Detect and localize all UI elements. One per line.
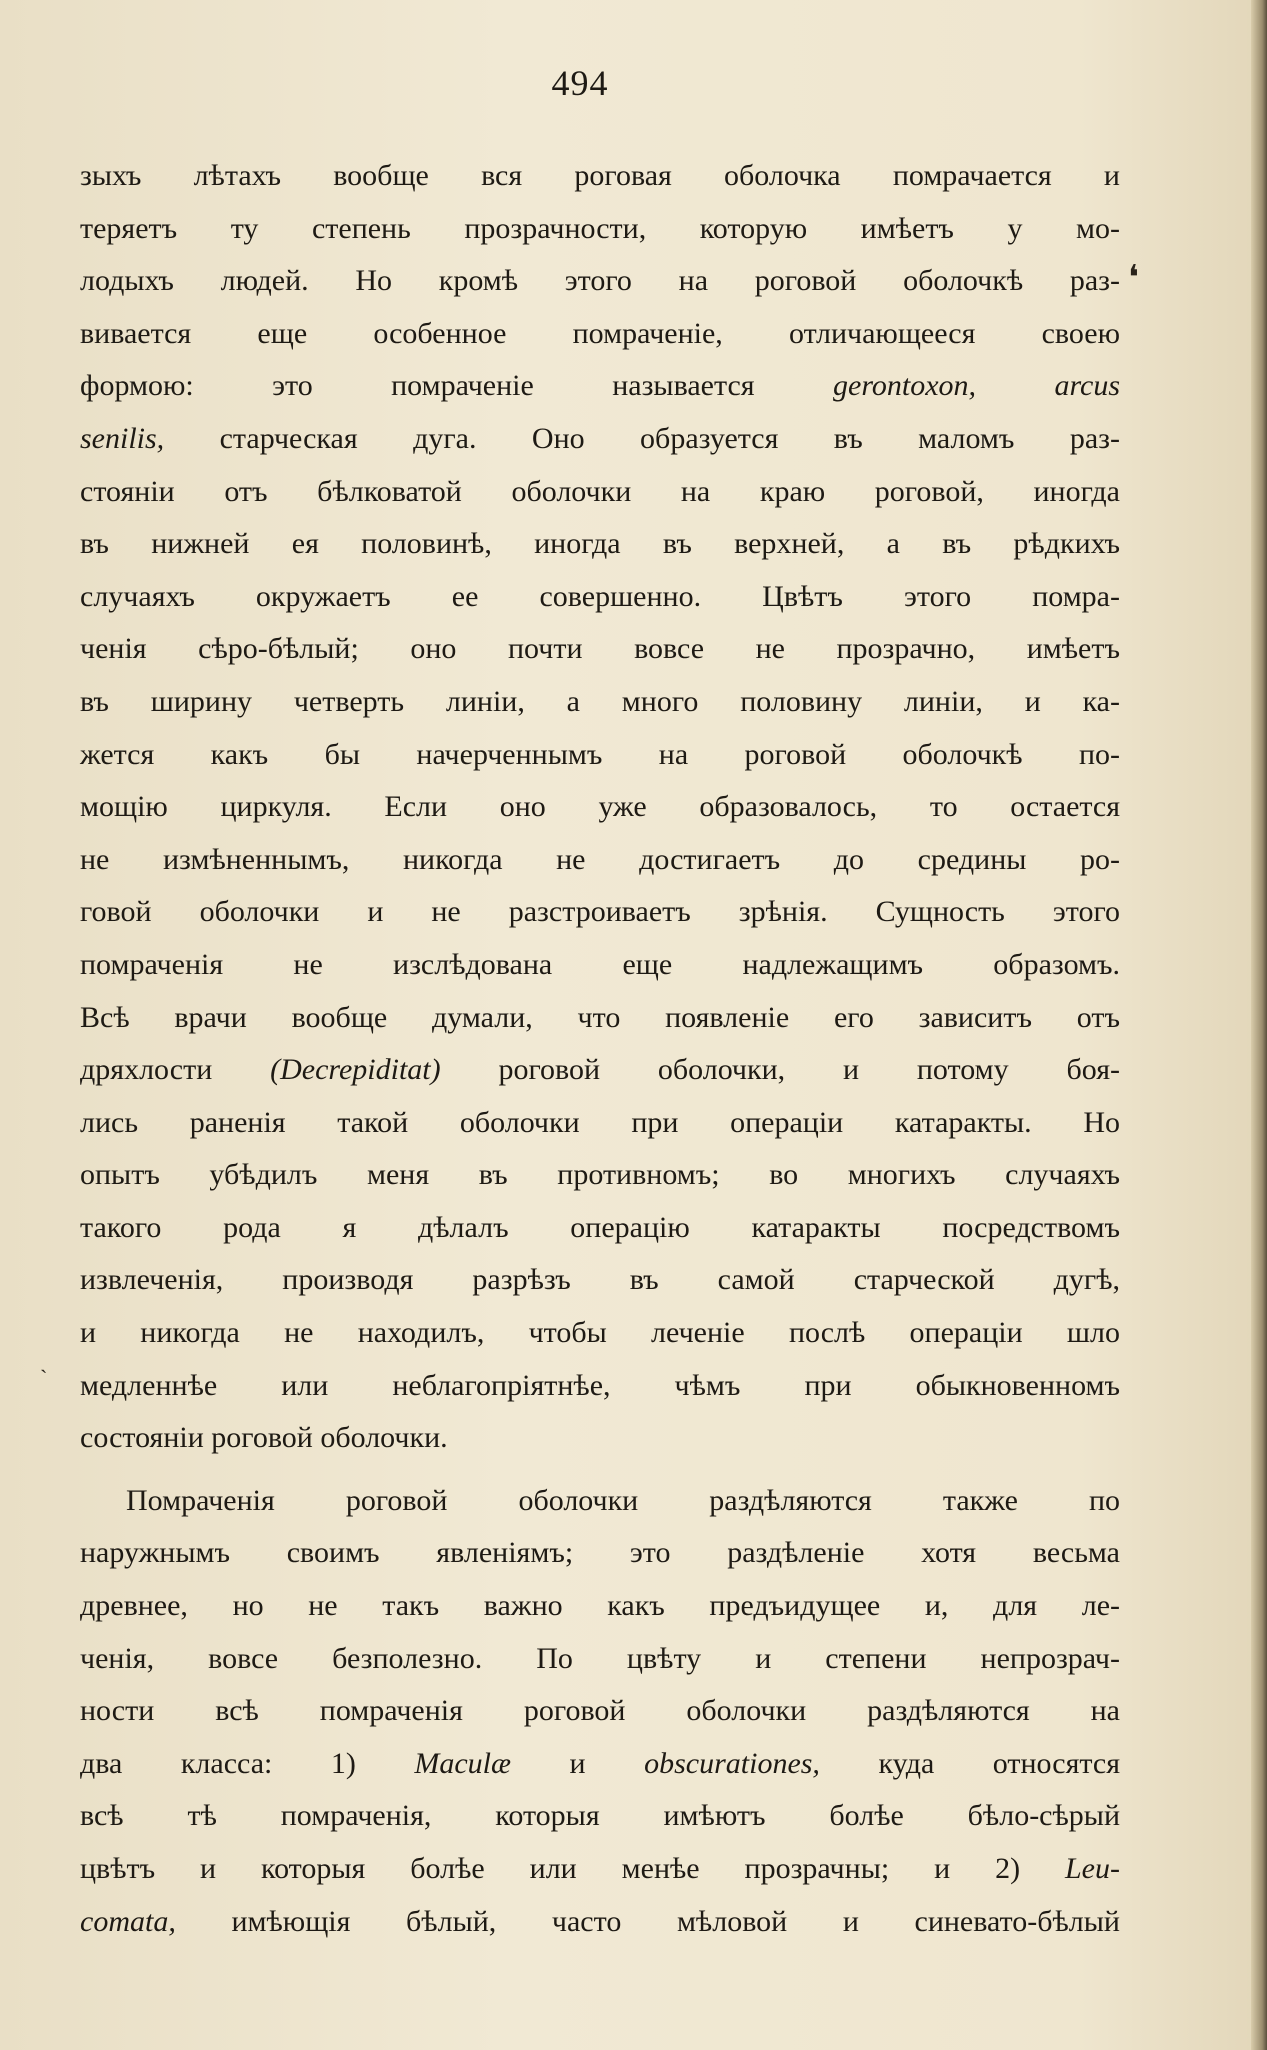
text-line	[80, 834, 1120, 887]
italic-term: (Decrepiditat)	[270, 1053, 441, 1087]
line-text: такого рода я дѣлалъ операцію катаракты посредствомъ	[80, 1210, 1120, 1244]
line-text: лодыхъ людей. Но кромѣ этого на роговой оболочкѣ раз-	[80, 264, 1120, 298]
text-line	[80, 1202, 1120, 1255]
text-line	[80, 623, 1120, 676]
text-line	[80, 1843, 1120, 1896]
text-line	[80, 308, 1120, 361]
text-line	[80, 676, 1120, 729]
italic-term: comata,	[80, 1904, 176, 1938]
text-line	[80, 1633, 1120, 1686]
line-text: древнее, но не такъ важно какъ предъидущее и, для ле-	[80, 1589, 1120, 1623]
line-text: куда относятся	[819, 1746, 1121, 1780]
paragraph-gap	[80, 1465, 1120, 1475]
line-text: въ нижней ея половинѣ, иногда въ верхней, а въ рѣдкихъ	[80, 527, 1120, 561]
text-line	[80, 518, 1120, 571]
text-line	[80, 413, 1120, 466]
line-text: Всѣ врачи вообще думали, что появленіе его зависитъ отъ	[80, 1000, 1120, 1034]
line-text: медленнѣе или неблагопріятнѣе, чѣмъ при обыкновенномъ	[80, 1368, 1120, 1402]
line-text: имѣющія бѣлый, часто мѣловой и синевато-бѣлый	[175, 1904, 1120, 1938]
line-text: всѣ тѣ помраченія, которыя имѣютъ болѣе бѣло-сѣрый	[80, 1799, 1120, 1833]
line-text: лись раненія такой оболочки при операціи катаракты. Но	[80, 1105, 1120, 1139]
text-line	[80, 1254, 1120, 1307]
line-text: зыхъ лѣтахъ вообще вся роговая оболочка помрачается и	[80, 159, 1120, 192]
line-text: дряхлости	[80, 1053, 271, 1087]
page-text	[80, 150, 1120, 1948]
line-text: цвѣтъ и которыя болѣе или менѣе прозрачны; и 2)	[80, 1852, 1065, 1885]
line-text: ченія сѣро-бѣлый; оно почти вовсе не прозрачно, имѣетъ	[80, 632, 1120, 666]
line-text: Помраченія роговой оболочки раздѣляются также по	[126, 1483, 1120, 1517]
line-text: роговой оболочки, и потому боя-	[440, 1053, 1120, 1087]
text-line	[80, 1360, 1120, 1413]
page-edge-shadow	[1251, 0, 1267, 2050]
text-line	[80, 1149, 1120, 1202]
line-text: состояніи роговой оболочки.	[80, 1421, 448, 1455]
text-line	[80, 1097, 1120, 1150]
text-line	[80, 203, 1120, 256]
text-line	[80, 886, 1120, 939]
italic-term: senilis,	[80, 421, 165, 455]
text-line	[80, 360, 1120, 413]
text-line	[80, 1738, 1120, 1791]
page-number: 494	[551, 63, 609, 103]
text-line	[80, 1307, 1120, 1360]
text-line	[80, 729, 1120, 782]
italic-term: obscurationes,	[644, 1746, 820, 1780]
text-line	[80, 466, 1120, 519]
line-text: жется какъ бы начерченнымъ на роговой оболочкѣ по-	[80, 737, 1120, 771]
line-text: ченія, вовсе безполезно. По цвѣту и степени непрозрач-	[80, 1641, 1120, 1675]
line-text: старческая дуга. Оно образуется въ маломъ раз-	[164, 421, 1120, 455]
text-line	[80, 150, 1120, 203]
line-text: формою: это помраченіе называется	[80, 369, 833, 403]
text-line	[80, 571, 1120, 624]
line-text: два класса: 1)	[80, 1746, 415, 1780]
text-line	[80, 1580, 1120, 1633]
text-line	[80, 1685, 1120, 1738]
text-line	[80, 1896, 1120, 1949]
line-text: вивается еще особенное помраченіе, отличающееся своею	[80, 316, 1120, 350]
italic-term: arcus	[1054, 369, 1120, 403]
line-text: говой оболочки и не разстроиваетъ зрѣнія. Сущность этого	[80, 895, 1120, 929]
line-text: не измѣненнымъ, никогда не достигаетъ до средины ро-	[80, 842, 1120, 876]
text-line	[80, 781, 1120, 834]
text-line	[80, 1412, 1120, 1465]
line-text: въ ширину четверть линіи, а много половину линіи, и ка-	[80, 684, 1120, 718]
text-line	[80, 939, 1120, 992]
line-text: теряетъ ту степень прозрачности, которую имѣетъ у мо-	[80, 211, 1120, 245]
line-text: опытъ убѣдилъ меня въ противномъ; во многихъ случаяхъ	[80, 1158, 1120, 1192]
text-line	[80, 1475, 1120, 1528]
margin-ink-mark-icon: ❛	[1128, 260, 1139, 297]
line-text: стояніи отъ бѣлковатой оболочки на краю роговой, иногда	[80, 474, 1120, 508]
italic-term: Maculæ	[414, 1746, 512, 1780]
margin-tick-icon: ˎ	[40, 1348, 48, 1373]
line-text: ности всѣ помраченія роговой оболочки раздѣляются на	[80, 1694, 1120, 1728]
text-line	[80, 255, 1120, 308]
text-line	[80, 992, 1120, 1045]
line-text: и	[511, 1746, 645, 1780]
text-line	[80, 1790, 1120, 1843]
line-text: и никогда не находилъ, чтобы леченіе послѣ операціи шло	[80, 1316, 1120, 1350]
text-line	[80, 1044, 1120, 1097]
text-line	[80, 1527, 1120, 1580]
line-text: случаяхъ окружаетъ ее совершенно. Цвѣтъ этого помра-	[80, 579, 1120, 613]
line-text: наружнымъ своимъ явленіямъ; это раздѣленіе хотя весьма	[80, 1536, 1120, 1570]
line-text	[976, 369, 1054, 402]
line-text: извлеченія, производя разрѣзъ въ самой старческой дугѣ,	[80, 1263, 1120, 1297]
italic-term: gerontoxon,	[833, 369, 977, 403]
line-text: помраченія не изслѣдована еще надлежащимъ образомъ.	[80, 947, 1120, 981]
italic-term: Leu-	[1065, 1852, 1120, 1885]
line-text: мощію циркуля. Если оно уже образовалось, то остается	[80, 790, 1120, 824]
